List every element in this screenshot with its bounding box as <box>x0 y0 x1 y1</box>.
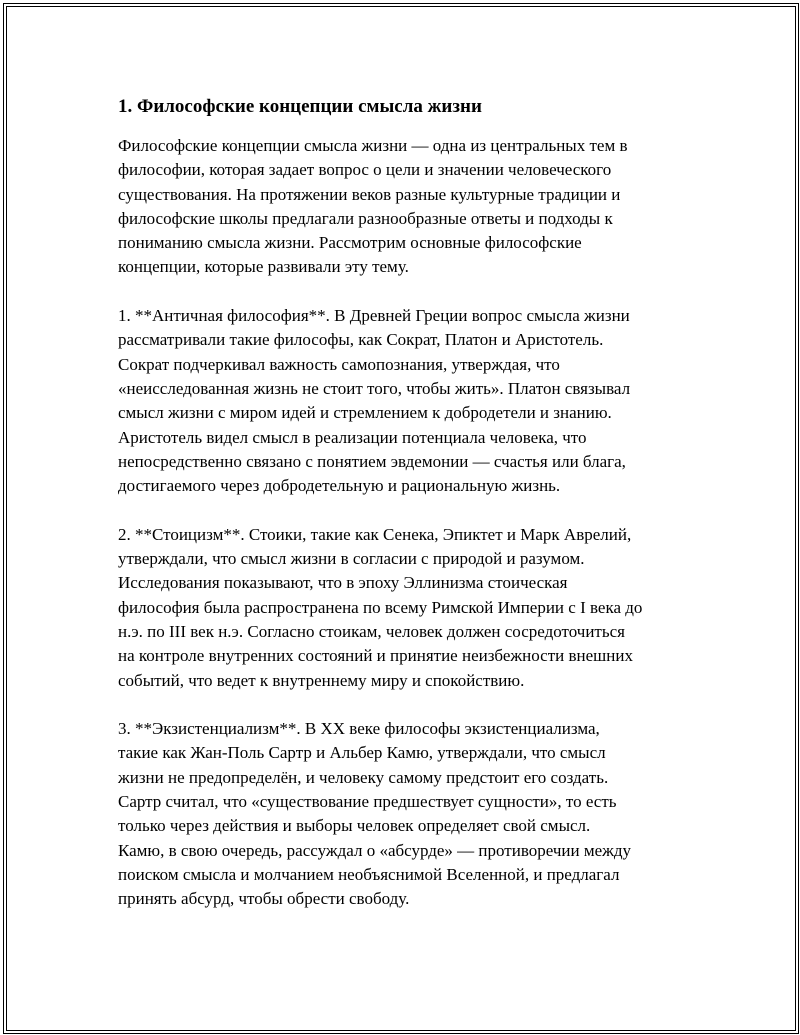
text-line: рассматривали такие философы, как Сократ, Платон и Аристотель. <box>118 330 604 350</box>
text-line: поиском смысла и молчанием необъяснимой Вселенной, и предлагал <box>118 864 620 884</box>
text-line: на контроле внутренних состояний и принятие неизбежности внешних <box>118 646 633 666</box>
text-line: достигаемого через добродетельную и рациональную жизнь. <box>118 476 561 496</box>
text-line: концепции, которые развивали эту тему. <box>118 257 409 277</box>
text-line: Исследования показывают, что в эпоху Эллинизма стоическая <box>118 573 568 593</box>
text-line: «неисследованная жизнь не стоит того, чтобы жить». Платон связывал <box>118 378 631 398</box>
text-line: 3. **Экзистенциализм**. В XX веке философы экзистенциализма, <box>118 719 600 739</box>
text-line: жизни не предопределён, и человеку самому предстоит его создать. <box>118 767 609 787</box>
text-line: 1. **Античная философия**. В Древней Греции вопрос смысла жизни <box>118 306 630 326</box>
text-line: пониманию смысла жизни. Рассмотрим основные философские <box>118 233 582 253</box>
text-line: Аристотель видел смысл в реализации потенциала человека, что <box>118 427 587 447</box>
text-line: н.э. по III век н.э. Согласно стоикам, человек должен сосредоточиться <box>118 621 625 641</box>
text-line: Философские концепции смысла жизни — одна из центральных тем в <box>118 136 628 155</box>
paragraph-intro <box>118 134 688 280</box>
text-line: непосредственно связано с понятием эвдемонии — счастья или блага, <box>118 451 626 471</box>
text-line: философия была распространена по всему Римской Империи с I века до <box>118 597 643 617</box>
text-line: смысл жизни с миром идей и стремлением к добродетели и знанию. <box>118 403 612 423</box>
text-line: событий, что ведет к внутреннему миру и спокойствию. <box>118 670 525 690</box>
text-line: утверждали, что смысл жизни в согласии с природой и разумом. <box>118 549 585 569</box>
text-line: Сократ подчеркивал важность самопознания, утверждая, что <box>118 354 560 374</box>
document-body <box>118 94 688 936</box>
text-line: Камю, в свою очередь, рассуждал о «абсурде» — противоречии между <box>118 840 632 860</box>
text-line: философии, которая задает вопрос о цели и значении человеческого <box>118 160 612 180</box>
text-line: принять абсурд, чтобы обрести свободу. <box>118 889 410 909</box>
text-line: такие как Жан-Поль Сартр и Альбер Камю, утверждали, что смысл <box>118 743 606 763</box>
text-line: философские школы предлагали разнообразные ответы и подходы к <box>118 208 613 228</box>
paragraph-stoicism <box>118 523 688 693</box>
text-line: Сартр считал, что «существование предшествует сущности», то есть <box>118 792 617 812</box>
text-line: существования. На протяжении веков разные культурные традиции и <box>118 184 621 204</box>
paragraph-existentialism <box>118 717 688 911</box>
paragraph-ancient-philosophy <box>118 304 688 498</box>
text-line: только через действия и выборы человек определяет свой смысл. <box>118 816 591 836</box>
text-line: 2. **Стоицизм**. Стоики, такие как Сенека, Эпиктет и Марк Аврелий, <box>118 524 632 544</box>
section-title: 1. Философские концепции смысла жизни <box>118 96 482 117</box>
